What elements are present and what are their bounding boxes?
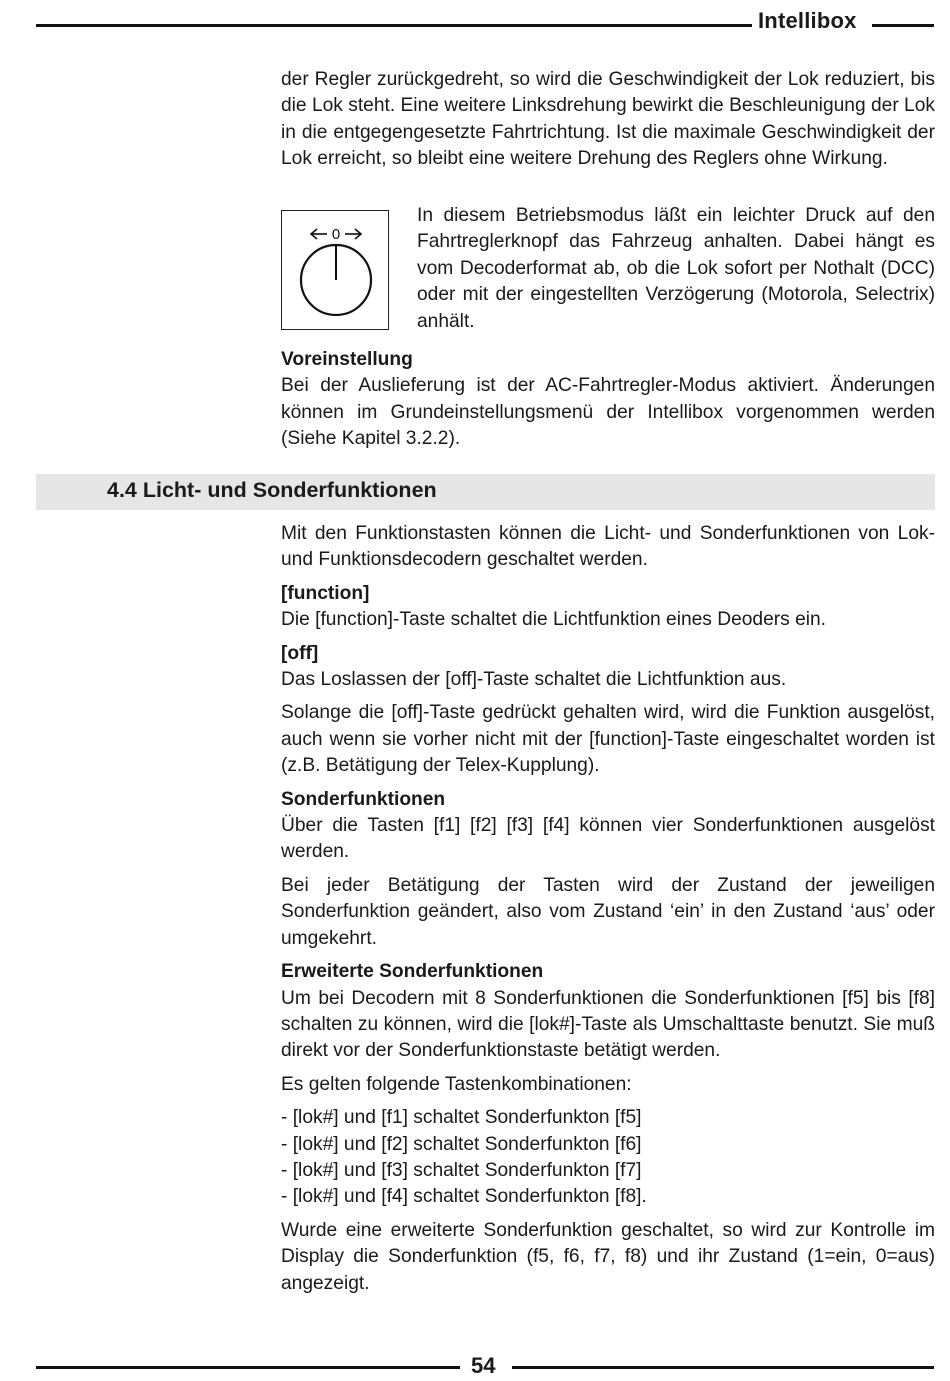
paragraph-erweiterte-1: Um bei Decodern mit 8 Sonderfunktionen die Sonderfunktionen [f5] bis [f8] schalten zu können, wird die [lok#]-Taste als Umschalttaste benutzt. Sie muß direkt vor der Sonderfunktionstaste betätigt werden. bbox=[281, 987, 935, 1062]
dial-zero-label: 0 bbox=[331, 226, 341, 243]
paragraph-off-1: Das Loslassen der [off]-Taste schaltet die Lichtfunktion aus. bbox=[281, 669, 787, 691]
dial-illustration bbox=[281, 210, 389, 330]
voreinstellung-block bbox=[281, 347, 935, 453]
intro-block bbox=[281, 67, 935, 173]
paragraph-erweiterte-3: Wurde eine erweiterte Sonderfunktion geschaltet, so wird zur Kontrolle im Display die Sonderfunktion (f5, f6, f7, f8) und ihr Zustand (1=ein, 0=aus) angezeigt. bbox=[281, 1219, 935, 1294]
paragraph-regler: der Regler zurückgedreht, so wird die Geschwindigkeit der Lok reduziert, bis die Lok steht. Eine weitere Linksdrehung bewirkt die Beschleunigung der Lok in die entgegengesetzte Fahrtrichtung. Ist die maximale Geschwindigkeit der Lok erreicht, so bleibt eine weitere Drehung des Reglers ohne Wirkung. bbox=[281, 69, 935, 170]
paragraph-function: Die [function]-Taste schaltet die Lichtfunktion eines Deoders ein. bbox=[281, 609, 827, 631]
section-body bbox=[281, 521, 935, 1297]
paragraph-erweiterte-2: Es gelten folgende Tastenkombinationen: bbox=[281, 1073, 632, 1095]
dial-icon bbox=[282, 211, 388, 329]
header-rule bbox=[36, 24, 752, 27]
header-title: Intellibox bbox=[758, 8, 857, 33]
paragraph-sonder-2: Bei jeder Betätigung der Tasten wird der Zustand der jeweiligen Sonderfunktion geändert, also vom Zustand ‘ein’ in den Zustand ‘aus’ oder umgekehrt. bbox=[281, 874, 935, 949]
list-item: - [lok#] und [f4] schaltet Sonderfunkton [f8]. bbox=[281, 1186, 647, 1208]
dial-description bbox=[417, 203, 935, 335]
combo-list bbox=[281, 1105, 935, 1211]
paragraph-sonder-1: Über die Tasten [f1] [f2] [f3] [f4] können vier Sonderfunktionen ausgelöst werden. bbox=[281, 815, 935, 863]
paragraph-voreinstellung: Bei der Auslieferung ist der AC-Fahrtregler-Modus aktiviert. Änderungen können im Grundeinstellungsmenü der Intellibox vorgenommen werden (Siehe Kapitel 3.2.2). bbox=[281, 375, 935, 450]
footer-rule bbox=[36, 1366, 460, 1369]
footer-rule bbox=[512, 1366, 934, 1369]
paragraph-betriebsmodus: In diesem Betriebsmodus läßt ein leichter Druck auf den Fahrtreglerknopf das Fahrzeug anhalten. Dabei hängt es vom Decoderformat ab, ob die Lok sofort per Nothalt (DCC) oder mit der eingestellten Verzögerung (Motorola, Selectrix) anhält. bbox=[417, 205, 935, 332]
heading-function: [function] bbox=[281, 582, 370, 604]
list-item: - [lok#] und [f3] schaltet Sonderfunkton [f7] bbox=[281, 1159, 642, 1181]
heading-off: [off] bbox=[281, 642, 319, 664]
paragraph-off-2: Solange die [off]-Taste gedrückt gehalten wird, wird die Funktion ausgelöst, auch wenn sie vorher nicht mit der [function]-Taste eingeschaltet worden ist (z.B. Betätigung der Telex-Kupplung). bbox=[281, 702, 935, 777]
section-title: 4.4 Licht- und Sonderfunktionen bbox=[107, 478, 437, 502]
page-number: 54 bbox=[471, 1353, 496, 1378]
list-item: - [lok#] und [f1] schaltet Sonderfunkton [f5] bbox=[281, 1107, 642, 1129]
heading-voreinstellung: Voreinstellung bbox=[281, 349, 413, 370]
heading-sonderfunktionen: Sonderfunktionen bbox=[281, 788, 446, 810]
heading-erweiterte: Erweiterte Sonderfunktionen bbox=[281, 961, 544, 983]
list-item: - [lok#] und [f2] schaltet Sonderfunkton [f6] bbox=[281, 1133, 642, 1155]
header-rule bbox=[872, 24, 934, 27]
paragraph-intro: Mit den Funktionstasten können die Licht- und Sonderfunktionen von Lok- und Funktionsdecodern geschaltet werden. bbox=[281, 523, 935, 571]
